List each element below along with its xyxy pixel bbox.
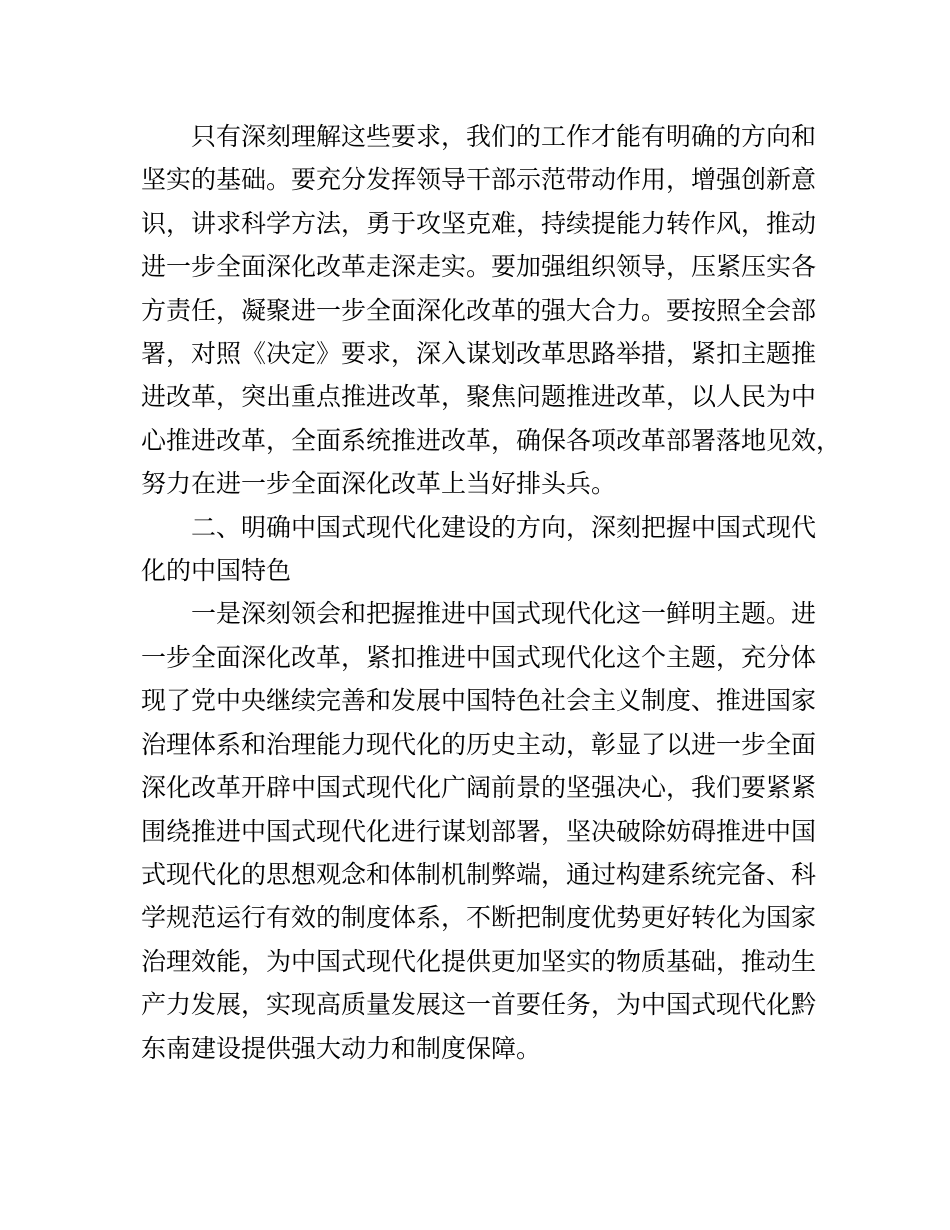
text-line: 产力发展，实现高质量发展这一首要任务，为中国式现代化黔 (141, 990, 817, 1020)
text-line: 方责任，凝聚进一步全面深化改革的强大合力。要按照全会部 (141, 295, 817, 325)
text-line: 一步全面深化改革，紧扣推进中国式现代化这个主题，充分体 (141, 642, 817, 672)
text-line: 东南建设提供强大动力和制度保障。 (141, 1033, 542, 1063)
text-line: 治理效能，为中国式现代化提供更加坚实的物质基础，推动生 (141, 946, 817, 976)
paragraph-requirements (141, 115, 841, 506)
section-heading (141, 506, 841, 593)
text-line: 坚实的基础。要充分发挥领导干部示范带动作用，增强创新意 (141, 165, 817, 195)
text-line: 只有深刻理解这些要求，我们的工作才能有明确的方向和 (191, 122, 817, 151)
text-line: 学规范运行有效的制度体系，不断把制度优势更好转化为国家 (141, 903, 817, 933)
text-line: 式现代化的思想观念和体制机制弊端，通过构建系统完备、科 (141, 859, 817, 889)
text-line: 进一步全面深化改革走深走实。要加强组织领导，压紧压实各 (141, 252, 817, 282)
text-line: 进改革，突出重点推进改革，聚焦问题推进改革，以人民为中 (141, 382, 817, 412)
text-line: 化的中国特色 (141, 556, 292, 586)
text-line: 署，对照《决定》要求，深入谋划改革思路举措，紧扣主题推 (141, 339, 817, 369)
text-line: 一是深刻领会和把握推进中国式现代化这一鲜明主题。进 (191, 599, 817, 629)
text-line: 围绕推进中国式现代化进行谋划部署，坚决破除妨碍推进中国 (141, 816, 817, 846)
text-line: 二、明确中国式现代化建设的方向，深刻把握中国式现代 (191, 512, 817, 542)
text-line: 现了党中央继续完善和发展中国特色社会主义制度、推进国家 (141, 686, 817, 716)
text-line: 深化改革开辟中国式现代化广阔前景的坚强决心，我们要紧紧 (141, 773, 817, 803)
paragraph-theme (141, 592, 841, 1069)
text-line: 努力在进一步全面深化改革上当好排头兵。 (141, 469, 617, 499)
text-line: 识，讲求科学方法，勇于攻坚克难，持续提能力转作风，推动 (141, 208, 817, 238)
text-line: 治理体系和治理能力现代化的历史主动，彰显了以进一步全面 (141, 729, 817, 759)
document-body (141, 115, 841, 1070)
text-line: 心推进改革，全面系统推进改革，确保各项改革部署落地见效， (141, 425, 842, 455)
